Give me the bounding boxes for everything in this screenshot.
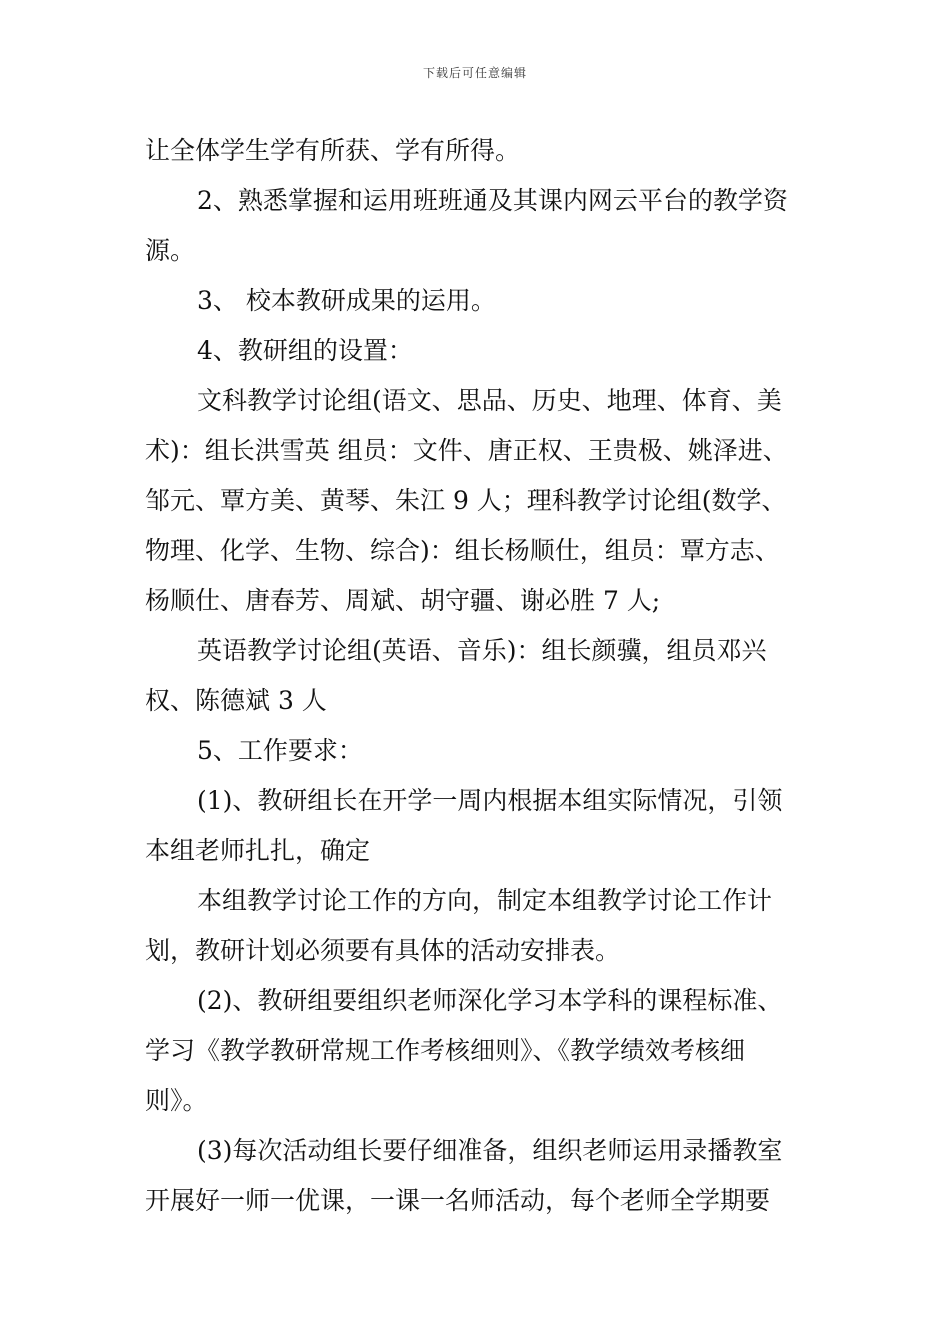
- text-line: 源。: [145, 236, 196, 265]
- text-line: 划，教研计划必须要有具体的活动安排表。: [145, 936, 621, 965]
- text-line: 杨顺仕、唐春芳、周斌、胡守疆、谢必胜 7 人;: [145, 586, 661, 615]
- document-body: [145, 126, 825, 1226]
- text-line: 英语教学讨论组(英语、音乐)：组长颜骥，组员邓兴: [197, 636, 767, 665]
- text-line: 2、熟悉掌握和运用班班通及其课内网云平台的教学资: [197, 186, 788, 215]
- text-line: 让全体学生学有所获、学有所得。: [145, 136, 521, 165]
- text-line: 4、教研组的设置：: [197, 336, 413, 365]
- text-line: 则》。: [145, 1086, 208, 1115]
- text-line: (2)、教研组要组织老师深化学习本学科的课程标准、: [197, 986, 783, 1015]
- text-line: 学习《教学教研常规工作考核细则》、《教学绩效考核细: [145, 1036, 746, 1065]
- text-line: 3、 校本教研成果的运用。: [197, 286, 496, 315]
- text-line: 物理、化学、生物、综合)：组长杨顺仕，组员：覃方志、: [145, 536, 780, 565]
- text-line: 权、陈德斌 3 人: [145, 686, 327, 715]
- text-line: 开展好一师一优课，一课一名师活动，每个老师全学期要: [145, 1186, 771, 1215]
- page-header-note: 下载后可任意编辑: [422, 66, 527, 80]
- text-line: 本组教学讨论工作的方向，制定本组教学讨论工作计: [197, 886, 773, 915]
- text-line: (3)每次活动组长要仔细准备，组织老师运用录播教室: [197, 1136, 783, 1165]
- text-line: 5、工作要求：: [197, 736, 363, 765]
- text-line: 邹元、覃方美、黄琴、朱江 9 人；理科教学讨论组(数学、: [145, 486, 787, 515]
- text-line: 文科教学讨论组(语文、思品、历史、地理、体育、美: [197, 386, 782, 415]
- text-line: 术)：组长洪雪英 组员：文件、唐正权、王贵极、姚泽进、: [145, 436, 788, 465]
- text-line: 本组老师扎扎，确定: [145, 836, 371, 865]
- text-line: (1)、教研组长在开学一周内根据本组实际情况，引领: [197, 786, 783, 815]
